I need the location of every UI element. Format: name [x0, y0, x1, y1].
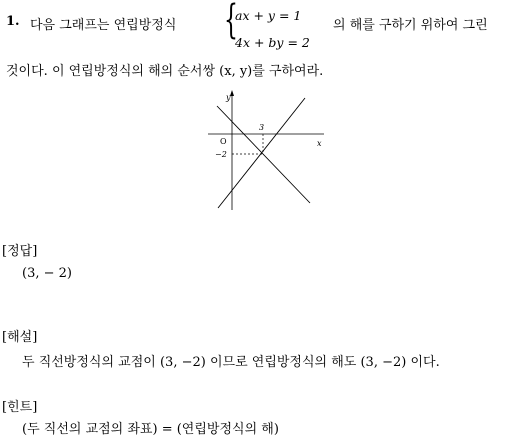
- problem-line-2: 것이다. 이 연립방정식의 해의 순서쌍 (x, y)를 구하여라.: [6, 64, 324, 79]
- system-equation-2: 4x + by = 2: [235, 35, 310, 50]
- y-axis-arrow: [230, 90, 234, 96]
- x-axis-label: x: [317, 139, 322, 148]
- x-tick-label: 3: [259, 123, 265, 132]
- line-graph: [200, 88, 330, 213]
- problem-number: 1.: [6, 14, 20, 29]
- origin-label: O: [220, 137, 227, 146]
- y-tick-label: −2: [215, 150, 227, 159]
- answer-heading: [정답]: [2, 244, 38, 259]
- hint-text: (두 직선의 교점의 좌표) = (연립방정식의 해): [22, 422, 279, 437]
- answer-value: (3, − 2): [22, 266, 72, 281]
- line-increasing: [218, 98, 305, 208]
- problem-intro: 다음 그래프는 연립방정식: [30, 18, 177, 33]
- line-decreasing: [217, 106, 310, 203]
- y-axis-label: y: [226, 93, 231, 102]
- problem-after-system: 의 해를 구하기 위하여 그린: [333, 18, 488, 33]
- hint-heading: [힌트]: [2, 400, 38, 415]
- system-brace: {: [224, 0, 238, 43]
- system-equation-1: ax + y = 1: [235, 8, 302, 23]
- explanation-heading: [해설]: [2, 330, 38, 345]
- explanation-text: 두 직선방정식의 교점이 (3, −2) 이므로 연립방정식의 해도 (3, −2) 이다.: [22, 355, 440, 370]
